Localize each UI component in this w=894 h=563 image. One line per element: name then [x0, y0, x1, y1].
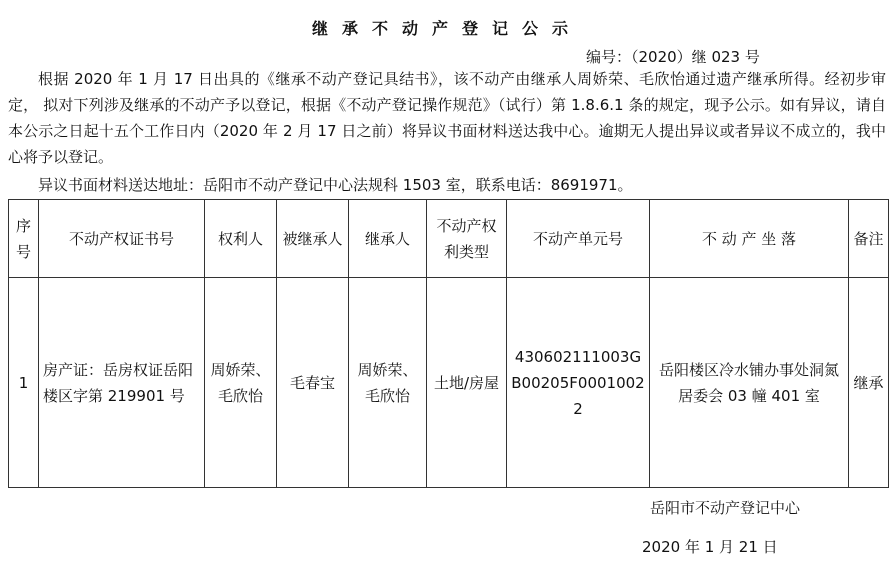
document-number: 编号：（2020）继 023 号: [586, 48, 760, 66]
cell-remark: 继承: [849, 278, 889, 488]
issuing-organization: 岳阳市不动产登记中心: [650, 499, 801, 517]
header-unit-no: 不动产单元号: [507, 200, 650, 278]
issue-date: 2020 年 1 月 21 日: [642, 538, 778, 556]
notice-main-paragraph: 根据 2020 年 1 月 17 日出具的《继承不动产登记具结书》，该不动产由继承人周娇荣、毛欣怡通过遗产继承所得。经初步审定， 拟对下列涉及继承的不动产予以登记，根据《不动产登记操作规范》（试行）第 1.8.6.1 条的规定，现予公示。如有异议，请自本公示之日起十五个工作日内（2020 年 2 月 17 日之前）将异议书面材料送达我中心。逾期无人提出异议或者异议不成立的，我中心将予以登记。: [8, 70, 886, 166]
cell-right-type: 土地/房屋: [427, 278, 507, 488]
header-location: 不 动 产 坐 落: [650, 200, 849, 278]
property-table: [8, 199, 889, 488]
cell-location: 岳阳楼区冷水铺办事处洞氮居委会 03 幢 401 室: [650, 278, 849, 488]
header-heir: 继承人: [349, 200, 427, 278]
notice-title: 继承不动产登记公示: [311, 19, 582, 38]
cell-rights-holder: 周娇荣、毛欣怡: [205, 278, 277, 488]
cell-decedent: 毛春宝: [277, 278, 349, 488]
header-right-type: 不动产权利类型: [427, 200, 507, 278]
cell-heir: 周娇荣、毛欣怡: [349, 278, 427, 488]
objection-address-paragraph: 异议书面材料送达地址：岳阳市不动产登记中心法规科 1503 室，联系电话：8691971。: [38, 176, 633, 194]
cell-unit-no: 430602111003GB00205F00010022: [507, 278, 650, 488]
header-decedent: 被继承人: [277, 200, 349, 278]
table-row: [9, 278, 889, 488]
header-certificate-no: 不动产权证书号: [39, 200, 205, 278]
header-remark: 备注: [849, 200, 889, 278]
cell-certificate-no: 房产证：岳房权证岳阳楼区字第 219901 号: [39, 278, 205, 488]
header-index: 序号: [9, 200, 39, 278]
table-header-row: [9, 200, 889, 278]
header-rights-holder: 权利人: [205, 200, 277, 278]
cell-index: 1: [9, 278, 39, 488]
